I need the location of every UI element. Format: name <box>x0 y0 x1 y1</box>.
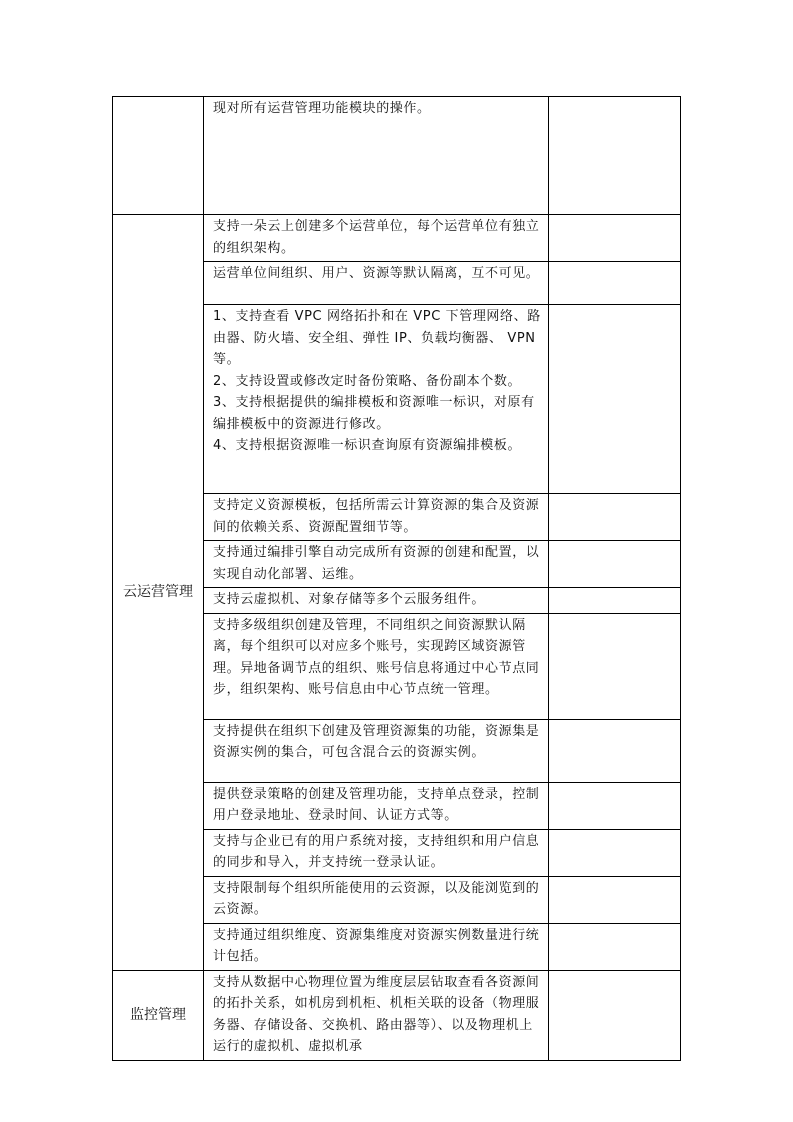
description-cell: 支持提供在组织下创建及管理资源集的功能，资源集是资源实例的集合，可包含混合云的资源实例。 <box>204 719 549 782</box>
description-cell: 支持一朵云上创建多个运营单位，每个运营单位有独立的组织架构。 <box>204 215 549 262</box>
response-cell <box>549 782 681 829</box>
description-cell: 现对所有运营管理功能模块的操作。 <box>204 97 549 215</box>
category-cell-monitoring: 监控管理 <box>113 970 204 1060</box>
response-cell <box>549 541 681 588</box>
response-cell <box>549 494 681 541</box>
response-cell <box>549 719 681 782</box>
response-cell <box>549 613 681 719</box>
list-item: 3、支持根据提供的编排模板和资源唯一标识，对原有编排模板中的资源进行修改。 <box>213 395 535 432</box>
list-item: 2、支持设置或修改定时备份策略、备份副本个数。 <box>213 373 522 389</box>
description-cell: 支持与企业已有的用户系统对接，支持组织和用户信息的同步和导入，并支持统一登录认证。 <box>204 829 549 876</box>
description-cell: 支持从数据中心物理位置为维度层层钻取查看各资源间的拓扑关系，如机房到机柜、机柜关联的设备（物理服务器、存储设备、交换机、路由器等）、以及物理机上运行的虚拟机、虚拟机承 <box>204 970 549 1060</box>
table-row <box>113 970 681 1060</box>
table-row <box>113 215 681 262</box>
table-row <box>113 97 681 215</box>
response-cell <box>549 305 681 494</box>
list-item: 1、支持查看 VPC 网络拓扑和在 VPC 下管理网络、路由器、防火墙、安全组、弹性 IP、负载均衡器、 VPN 等。 <box>213 309 541 367</box>
response-cell <box>549 97 681 215</box>
response-cell <box>549 215 681 262</box>
description-cell: 支持定义资源模板，包括所需云计算资源的集合及资源间的依赖关系、资源配置细节等。 <box>204 494 549 541</box>
response-cell <box>549 829 681 876</box>
description-cell: 支持通过组织维度、资源集维度对资源实例数量进行统计包括。 <box>204 923 549 970</box>
description-cell-list <box>204 305 549 494</box>
description-cell: 运营单位间组织、用户、资源等默认隔离，互不可见。 <box>204 262 549 305</box>
description-cell: 支持云虚拟机、对象存储等多个云服务组件。 <box>204 588 549 614</box>
description-cell: 支持限制每个组织所能使用的云资源，以及能浏览到的云资源。 <box>204 876 549 923</box>
response-cell <box>549 970 681 1060</box>
description-cell: 提供登录策略的创建及管理功能，支持单点登录，控制用户登录地址、登录时间、认证方式等。 <box>204 782 549 829</box>
category-cell <box>113 97 204 215</box>
response-cell <box>549 262 681 305</box>
list-item: 4、支持根据资源唯一标识查询原有资源编排模板。 <box>213 438 522 453</box>
response-cell <box>549 876 681 923</box>
category-cell-cloud-ops: 云运营管理 <box>113 215 204 971</box>
description-cell: 支持通过编排引擎自动完成所有资源的创建和配置，以实现自动化部署、运维。 <box>204 541 549 588</box>
response-cell <box>549 923 681 970</box>
response-cell <box>549 588 681 614</box>
description-cell: 支持多级组织创建及管理，不同组织之间资源默认隔离，每个组织可以对应多个账号，实现跨区域资源管理。异地备调节点的组织、账号信息将通过中心节点同步，组织架构、账号信息由中心节点统一管理。 <box>204 613 549 719</box>
spec-table <box>112 96 681 1061</box>
